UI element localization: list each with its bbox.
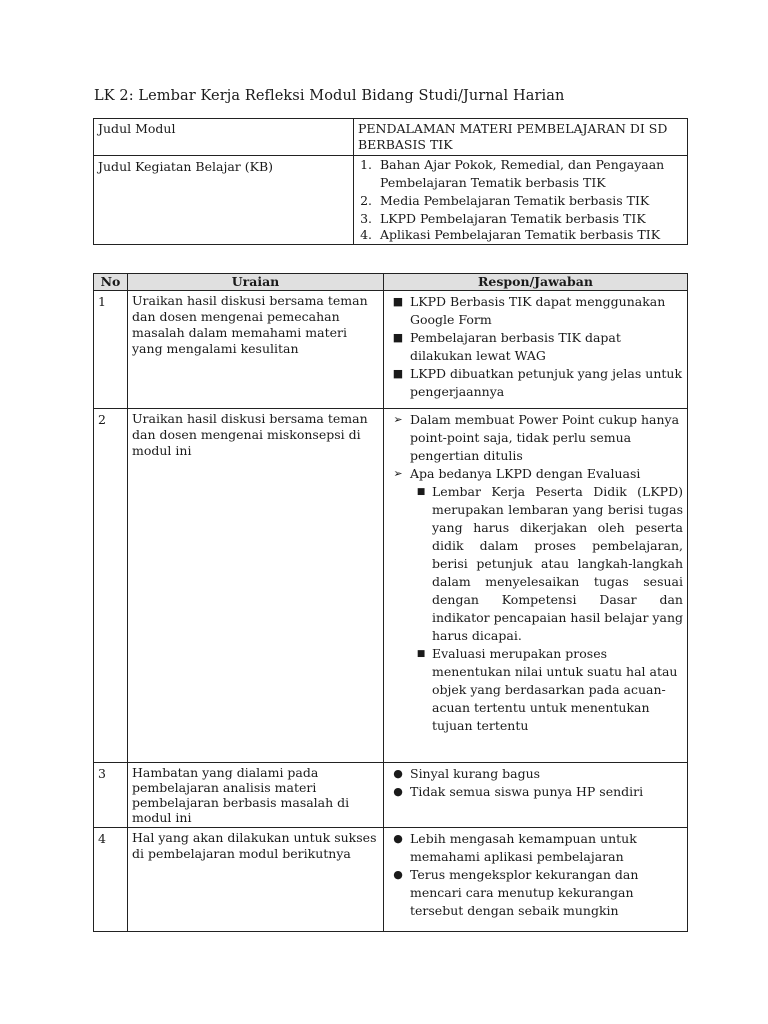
arrow-bullet-icon: ➢ (393, 413, 403, 426)
table-row (94, 291, 688, 409)
header-uraian: Uraian (128, 274, 384, 291)
modul-value: PENDALAMAN MATERI PEMBELAJARAN DI SD BERBASIS TIK (354, 119, 688, 156)
row-respon (384, 828, 688, 932)
dot-bullet-icon: ● (393, 832, 403, 845)
header-respon: Respon/Jawaban (384, 274, 688, 291)
header-no: No (94, 274, 128, 291)
list-item: ➢ Apa bedanya LKPD dengan Evaluasi ■ Lembar Kerja Peserta Didik (LKPD) merupakan lembaran yang berisi tugas yang harus dikerjakan oleh peserta didik dalam proses pembelajaran, berisi petunjuk atau langkah-langkah dalam menyelesaikan tugas sesuai dengan Kompetensi Dasar dan indikator pencapaian hasil belajar yang harus dicapai. ■ Evaluasi merupakan proses menentukan nilai untuk suatu hal atau objek yang berdasarkan pada acuan-acuan tertentu untuk menentukan tujuan tertentu (388, 465, 683, 735)
list-item: ■ Pembelajaran berbasis TIK dapat dilakukan lewat WAG (388, 329, 683, 365)
row-no: 4 (94, 828, 128, 932)
arrow-bullet-icon: ➢ (393, 467, 403, 480)
kb-list-cell (354, 156, 688, 245)
row-respon (384, 409, 688, 763)
row-no: 3 (94, 763, 128, 828)
list-item: ● Tidak semua siswa punya HP sendiri (388, 783, 683, 801)
kb-label: Judul Kegiatan Belajar (KB) (94, 156, 354, 245)
square-bullet-icon: ■ (416, 649, 426, 659)
row-uraian: Uraikan hasil diskusi bersama teman dan dosen mengenai miskonsepsi di modul ini (128, 409, 384, 763)
table-row (94, 763, 688, 828)
list-item: ● Terus mengeksplor kekurangan dan mencari cara menutup kekurangan tersebut dengan sebaik mungkin (388, 866, 683, 920)
row-no: 2 (94, 409, 128, 763)
row-respon (384, 763, 688, 828)
dot-bullet-icon: ● (393, 785, 403, 798)
reflection-table (93, 273, 688, 932)
row-uraian: Uraikan hasil diskusi bersama teman dan dosen mengenai pemecahan masalah dalam memahami materi yang mengalami kesulitan (128, 291, 384, 409)
table-header (94, 274, 688, 291)
list-item: ● Lebih mengasah kemampuan untuk memahami aplikasi pembelajaran (388, 830, 683, 866)
row-uraian: Hal yang akan dilakukan untuk sukses di pembelajaran modul berikutnya (128, 828, 384, 932)
row-respon (384, 291, 688, 409)
sub-list-item: ■ Evaluasi merupakan proses menentukan nilai untuk suatu hal atau objek yang berdasarkan pada acuan-acuan tertentu untuk menentukan tujuan tertentu (410, 645, 683, 735)
row-no: 1 (94, 291, 128, 409)
table-row (94, 409, 688, 763)
kb-item: 2. Media Pembelajaran Tematik berbasis TIK (376, 192, 683, 210)
document-title: LK 2: Lembar Kerja Refleksi Modul Bidang Studi/Jurnal Harian (94, 88, 565, 104)
modul-row (94, 119, 688, 156)
row-uraian: Hambatan yang dialami pada pembelajaran analisis materi pembelajaran berbasis masalah di modul ini (128, 763, 384, 828)
modul-label: Judul Modul (94, 119, 354, 156)
dot-bullet-icon: ● (393, 767, 403, 780)
kb-row (94, 156, 688, 245)
kb-item: 1. Bahan Ajar Pokok, Remedial, dan Pengayaan Pembelajaran Tematik berbasis TIK (376, 156, 683, 192)
square-bullet-icon: ■ (392, 295, 404, 308)
kb-item: 4. Aplikasi Pembelajaran Tematik berbasis TIK (376, 228, 683, 244)
sub-list-item: ■ Lembar Kerja Peserta Didik (LKPD) merupakan lembaran yang berisi tugas yang harus dikerjakan oleh peserta didik dalam proses pembelajaran, berisi petunjuk atau langkah-langkah dalam menyelesaikan tugas sesuai dengan Kompetensi Dasar dan indikator pencapaian hasil belajar yang harus dicapai. (410, 483, 683, 645)
info-table (93, 118, 688, 245)
list-item: ➢ Dalam membuat Power Point cukup hanya point-point saja, tidak perlu semua pengertian ditulis (388, 411, 683, 465)
list-item: ■ LKPD dibuatkan petunjuk yang jelas untuk pengerjaannya (388, 365, 683, 401)
square-bullet-icon: ■ (416, 487, 426, 497)
list-item: ■ LKPD Berbasis TIK dapat menggunakan Google Form (388, 293, 683, 329)
square-bullet-icon: ■ (392, 367, 404, 380)
square-bullet-icon: ■ (392, 331, 404, 344)
kb-item: 3. LKPD Pembelajaran Tematik berbasis TIK (376, 210, 683, 228)
dot-bullet-icon: ● (393, 868, 403, 881)
table-row (94, 828, 688, 932)
list-item: ● Sinyal kurang bagus (388, 765, 683, 783)
kb-list (354, 156, 683, 244)
